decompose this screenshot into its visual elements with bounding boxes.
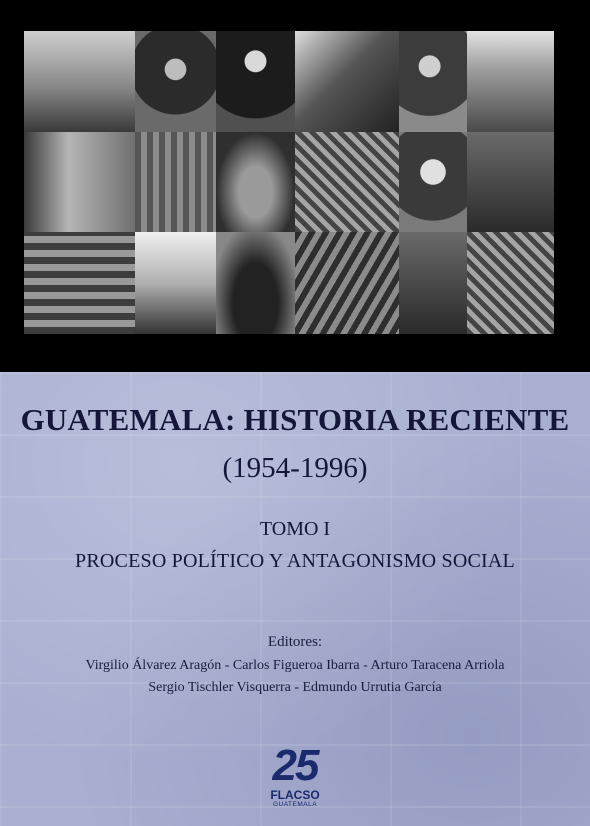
historical-photo: [295, 31, 399, 132]
historical-photo: [467, 232, 554, 334]
historical-photo: [399, 132, 467, 232]
book-years: (1954-1996): [222, 452, 368, 484]
editors-label: Editores:: [267, 634, 323, 650]
historical-photo: [467, 132, 554, 232]
historical-photo: [135, 31, 216, 132]
historical-photo: [135, 232, 216, 334]
historical-photo: [399, 31, 467, 132]
historical-photo: [295, 132, 399, 232]
historical-photo: [24, 31, 135, 132]
photo-collage: [24, 31, 554, 334]
photo-collage-band: [0, 0, 590, 372]
historical-photo: [24, 132, 135, 232]
flacso-logo: [262, 741, 328, 810]
historical-photo: [24, 232, 135, 334]
historical-photo: [216, 31, 295, 132]
historical-photo: [216, 132, 295, 232]
logo-name: FLACSO: [270, 788, 320, 802]
historical-photo: [135, 132, 216, 232]
editors-line-2: Sergio Tischler Visquerra - Edmundo Urrutia García: [148, 680, 442, 695]
historical-photo: [399, 232, 467, 334]
historical-photo: [295, 232, 399, 334]
historical-photo: [216, 232, 295, 334]
editors-line-1: Virgilio Álvarez Aragón - Carlos Figueroa Ibarra - Arturo Taracena Arriola: [85, 658, 505, 673]
historical-photo: [467, 31, 554, 132]
book-subtitle: PROCESO POLÍTICO Y ANTAGONISMO SOCIAL: [75, 550, 515, 572]
volume-label: TOMO I: [259, 518, 331, 540]
logo-anniversary-number: 25: [272, 741, 318, 790]
book-title: GUATEMALA: HISTORIA RECIENTE: [20, 402, 570, 437]
logo-country: GUATEMALA: [272, 801, 318, 808]
